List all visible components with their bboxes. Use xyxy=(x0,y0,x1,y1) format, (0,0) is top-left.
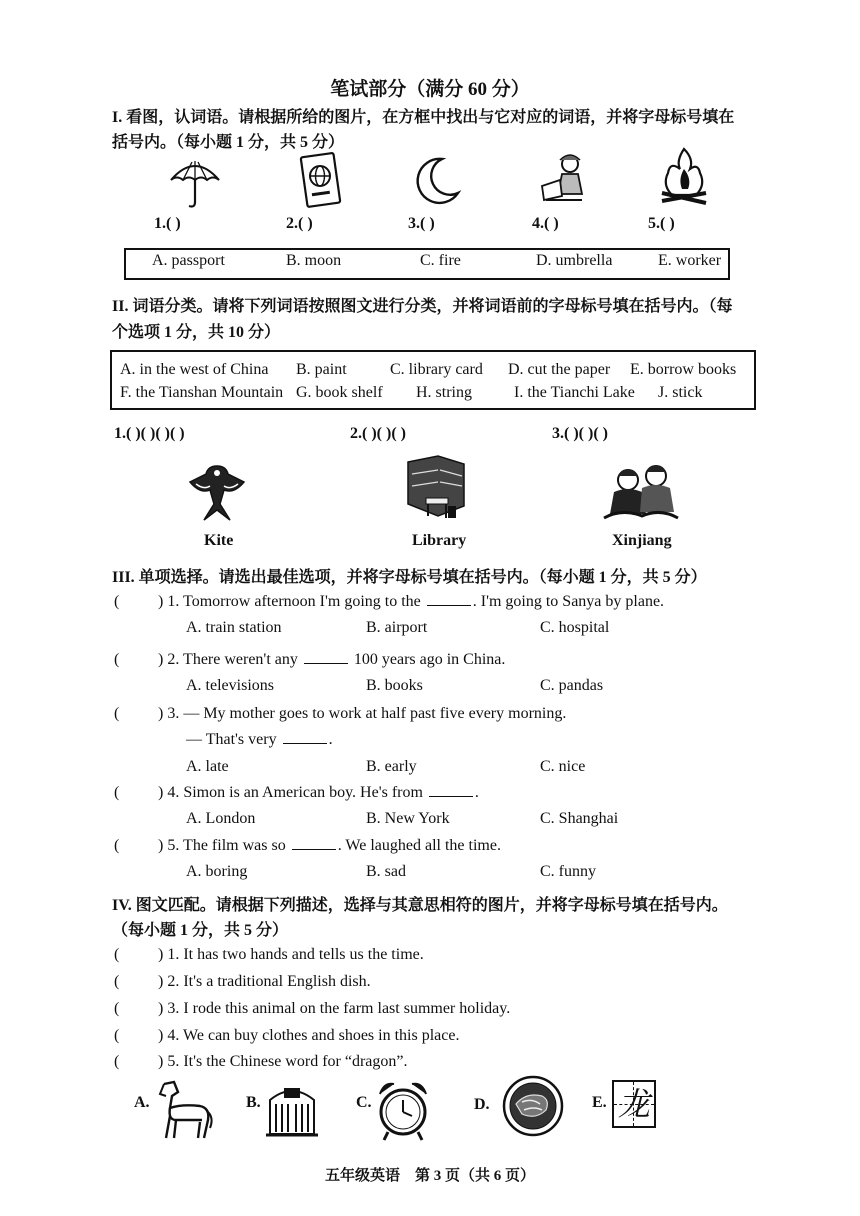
q4-text-end: . xyxy=(474,784,479,801)
part1-heading-line1: I. 看图，认词语。请根据所给的图片，在方框中找出与它对应的词语，并将字母标号填在 xyxy=(112,109,735,126)
horse-icon xyxy=(154,1078,214,1142)
worker-icon xyxy=(536,150,594,206)
kite-label: Kite xyxy=(204,532,234,549)
part4-item-3: ) 3. I rode this animal on the farm last summer holiday. xyxy=(158,1000,511,1017)
part4-heading-line2: （每小题 1 分，共 5 分） xyxy=(112,922,289,939)
library-label: Library xyxy=(412,532,467,549)
part2-option-i: I. the Tianchi Lake xyxy=(514,384,635,401)
part3-q5 xyxy=(158,837,501,855)
picture-letter-a: A. xyxy=(134,1094,150,1111)
fire-icon xyxy=(656,145,712,209)
part2-option-d: D. cut the paper xyxy=(508,361,611,378)
part4-item-5: ) 5. It's the Chinese word for “dragon”. xyxy=(158,1053,408,1070)
xinjiang-icon xyxy=(602,458,680,524)
part1-option-d: D. umbrella xyxy=(536,252,613,269)
part1-option-c: C. fire xyxy=(420,252,461,269)
part2-option-a: A. in the west of China xyxy=(120,361,269,378)
dragon-character: 龙 xyxy=(617,1085,650,1123)
picture-letter-c: C. xyxy=(356,1094,372,1111)
part3-heading: III. 单项选择。请选出最佳选项，并将字母标号填在括号内。（每小题 1 分，共 5 分） xyxy=(112,569,707,586)
q5-text: ) 5. The film was so xyxy=(158,837,286,854)
part3-q1 xyxy=(158,593,664,611)
q3-reply-text: — That's very xyxy=(186,731,277,748)
q5-option-a[interactable]: A. boring xyxy=(186,863,248,880)
part2-answer-1[interactable]: 1.( )( )( )( ) xyxy=(114,425,185,442)
question-row: ( xyxy=(114,593,120,610)
q1-option-b[interactable]: B. airport xyxy=(366,619,428,636)
q4-blank[interactable] xyxy=(429,795,473,797)
umbrella-icon xyxy=(168,158,222,210)
q2-option-c[interactable]: C. pandas xyxy=(540,677,604,694)
q3-option-a[interactable]: A. late xyxy=(186,758,229,775)
moon-icon xyxy=(412,155,462,207)
question-row: ( xyxy=(114,973,120,990)
part1-option-b: B. moon xyxy=(286,252,342,269)
question-row: ( xyxy=(114,1027,120,1044)
q4-option-a[interactable]: A. London xyxy=(186,810,256,827)
question-row: ( xyxy=(114,1053,120,1070)
q3-blank[interactable] xyxy=(283,742,327,744)
picture-letter-d: D. xyxy=(474,1096,490,1113)
picture-letter-b: B. xyxy=(246,1094,261,1111)
part1-blank-1[interactable]: 1.( ) xyxy=(154,215,181,232)
page-footer: 五年级英语 第 3 页（共 6 页） xyxy=(324,1168,535,1184)
part4-heading-line1: IV. 图文匹配。请根据下列描述，选择与其意思相符的图片，并将字母标号填在括号内。 xyxy=(112,897,728,914)
part1-blank-3[interactable]: 3.( ) xyxy=(408,215,435,232)
part2-option-h: H. string xyxy=(416,384,472,401)
part2-heading-line2: 个选项 1 分，共 10 分） xyxy=(112,324,281,341)
part2-option-g: G. book shelf xyxy=(296,384,383,401)
q1-blank[interactable] xyxy=(427,604,471,606)
part1-heading-line2: 括号内。（每小题 1 分，共 5 分） xyxy=(112,134,345,151)
part1-blank-2[interactable]: 2.( ) xyxy=(286,215,313,232)
part2-option-c: C. library card xyxy=(390,361,483,378)
q5-text-end: . We laughed all the time. xyxy=(337,837,501,854)
q1-text-end: . I'm going to Sanya by plane. xyxy=(472,593,665,610)
library-icon xyxy=(404,454,468,526)
part3-q3-reply xyxy=(186,731,333,749)
question-row: ( xyxy=(114,651,120,668)
q3-reply-end: . xyxy=(328,731,333,748)
q1-text: ) 1. Tomorrow afternoon I'm going to the xyxy=(158,593,421,610)
q5-blank[interactable] xyxy=(292,848,336,850)
q2-text: ) 2. There weren't any xyxy=(158,651,298,668)
kite-icon xyxy=(186,460,248,524)
q1-option-c[interactable]: C. hospital xyxy=(540,619,610,636)
fish-and-chips-icon xyxy=(502,1074,564,1138)
part2-option-f: F. the Tianshan Mountain xyxy=(120,384,284,401)
alarm-clock-icon xyxy=(374,1076,432,1144)
part2-answer-2[interactable]: 2.( )( )( ) xyxy=(350,425,406,442)
picture-letter-e: E. xyxy=(592,1094,607,1111)
part1-blank-4[interactable]: 4.( ) xyxy=(532,215,559,232)
part3-q2 xyxy=(158,651,505,669)
q5-option-b[interactable]: B. sad xyxy=(366,863,406,880)
passport-icon xyxy=(298,152,342,210)
q3-text: ) 3. — My mother goes to work at half past five every morning. xyxy=(158,705,567,722)
question-row: ( xyxy=(114,837,120,854)
part2-option-b: B. paint xyxy=(296,361,347,378)
q4-option-b[interactable]: B. New York xyxy=(366,810,450,827)
q2-option-b[interactable]: B. books xyxy=(366,677,423,694)
page-title: 笔试部分（满分 60 分） xyxy=(330,79,530,100)
q4-text: ) 4. Simon is an American boy. He's from xyxy=(158,784,423,801)
q2-option-a[interactable]: A. televisions xyxy=(186,677,274,694)
part2-option-e: E. borrow books xyxy=(630,361,737,378)
question-row: ( xyxy=(114,705,120,722)
part2-answer-3[interactable]: 3.( )( )( ) xyxy=(552,425,608,442)
part4-item-4: ) 4. We can buy clothes and shoes in this place. xyxy=(158,1027,460,1044)
q3-option-b[interactable]: B. early xyxy=(366,758,417,775)
question-row: ( xyxy=(114,946,120,963)
part1-option-a: A. passport xyxy=(152,252,225,269)
part4-item-1: ) 1. It has two hands and tells us the time. xyxy=(158,946,424,963)
part4-item-2: ) 2. It's a traditional English dish. xyxy=(158,973,371,990)
part1-blank-5[interactable]: 5.( ) xyxy=(648,215,675,232)
question-row: ( xyxy=(114,1000,120,1017)
q3-option-c[interactable]: C. nice xyxy=(540,758,586,775)
part2-heading-line1: II. 词语分类。请将下列词语按照图文进行分类，并将词语前的字母标号填在括号内。（每 xyxy=(112,298,733,315)
q4-option-c[interactable]: C. Shanghai xyxy=(540,810,619,827)
q2-text-end: 100 years ago in China. xyxy=(353,651,506,668)
q2-blank[interactable] xyxy=(304,662,348,664)
q5-option-c[interactable]: C. funny xyxy=(540,863,596,880)
q1-option-a[interactable]: A. train station xyxy=(186,619,282,636)
part2-option-j: J. stick xyxy=(658,384,703,401)
chinese-character-card xyxy=(612,1080,656,1128)
part1-option-e: E. worker xyxy=(658,252,722,269)
question-row: ( xyxy=(114,784,120,801)
shopping-mall-icon xyxy=(262,1080,322,1138)
xinjiang-label: Xinjiang xyxy=(612,532,672,549)
part3-q4 xyxy=(158,784,479,802)
